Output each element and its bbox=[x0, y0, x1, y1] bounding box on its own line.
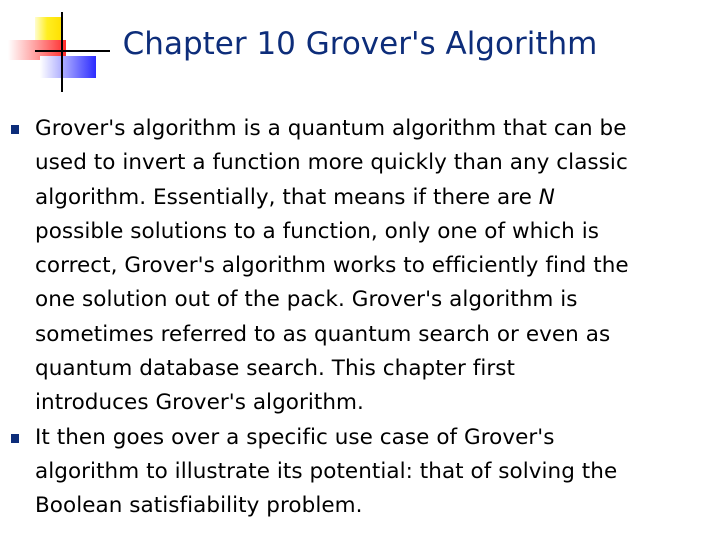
bullet-item-1 bbox=[0, 112, 720, 421]
bullet-1-line-9: introduces Grover's algorithm. bbox=[35, 390, 364, 416]
bullet-1-line-8: quantum database search. This chapter first bbox=[35, 356, 516, 382]
bullet-2-line-3: Boolean satisfiability problem. bbox=[35, 493, 363, 519]
bullet-2-line-1: It then goes over a specific use case of Grover's bbox=[35, 424, 555, 450]
bullet-1-line-7: sometimes referred to as quantum search or even as bbox=[35, 321, 611, 347]
variable-n: N bbox=[538, 184, 555, 210]
bullet-list bbox=[0, 112, 720, 524]
bullet-2-line-2: algorithm to illustrate its potential: that of solving the bbox=[35, 458, 618, 484]
slide-title: Chapter 10 Grover's Algorithm bbox=[122, 26, 598, 62]
bullet-1-line-4: possible solutions to a function, only one of which is bbox=[35, 218, 600, 244]
bullet-1-line-6: one solution out of the pack. Grover's algorithm is bbox=[35, 287, 578, 313]
bullet-1-line-2: used to invert a function more quickly than any classic bbox=[35, 150, 628, 176]
bullet-1-line-1: Grover's algorithm is a quantum algorithm that can be bbox=[35, 116, 627, 141]
square-bullet-icon bbox=[11, 125, 19, 134]
bullet-1-line-3-text: algorithm. Essentially, that means if there are bbox=[35, 184, 539, 210]
bullet-1-line-3 bbox=[35, 181, 714, 215]
bullet-1-line-5: correct, Grover's algorithm works to efficiently find the bbox=[35, 253, 629, 279]
square-bullet-icon bbox=[11, 434, 19, 443]
bullet-item-2 bbox=[0, 421, 720, 524]
